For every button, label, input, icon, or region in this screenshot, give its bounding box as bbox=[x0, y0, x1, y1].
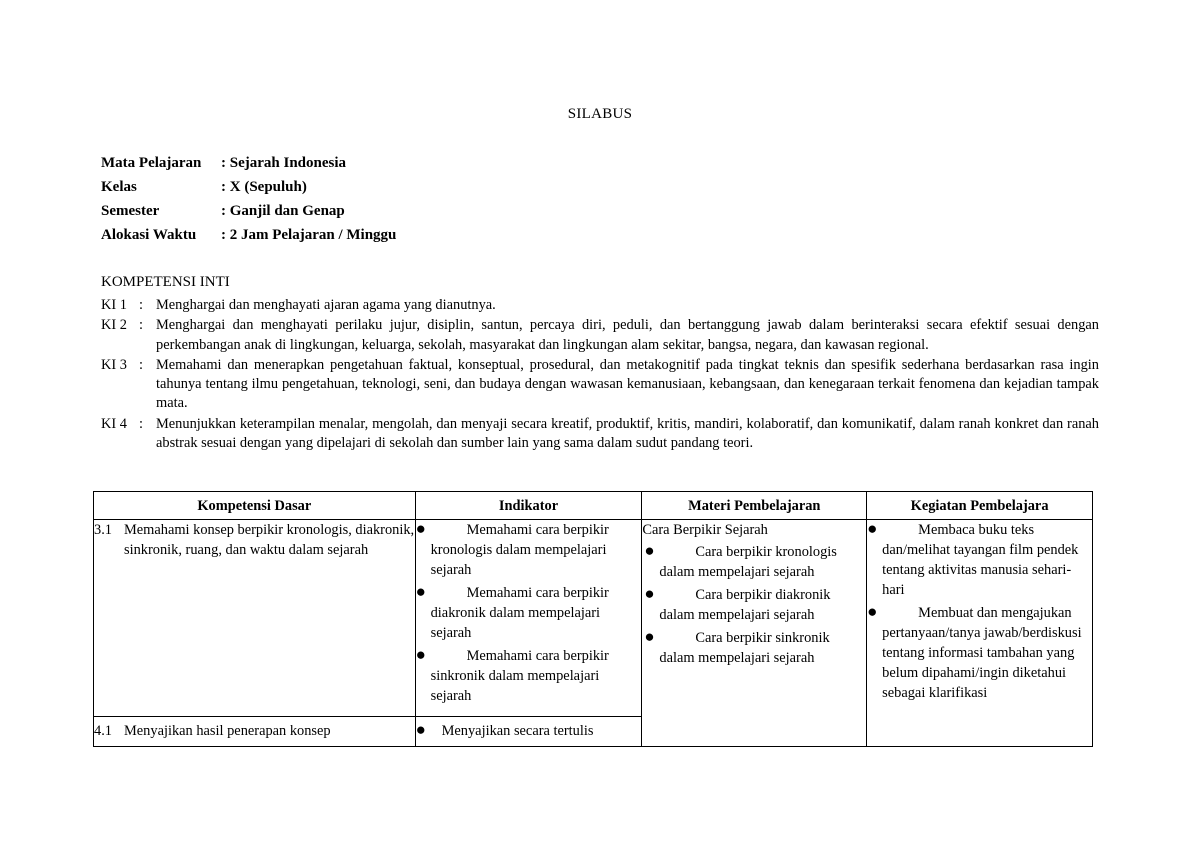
indicator-text: Memahami cara berpikir kronologis dalam mempelajari sejarah bbox=[430, 522, 609, 578]
list-item bbox=[867, 603, 1092, 703]
table-header-row bbox=[94, 492, 1093, 520]
header-basic-competence: Kompetensi Dasar bbox=[94, 492, 416, 520]
meta-value: : Ganjil dan Genap bbox=[221, 203, 345, 219]
ki-item bbox=[101, 356, 1099, 414]
ki-code: KI 3 bbox=[101, 356, 127, 373]
core-competence-heading: KOMPETENSI INTI bbox=[101, 274, 230, 290]
meta-value: : Sejarah Indonesia bbox=[221, 155, 347, 171]
meta-value: : 2 Jam Pelajaran / Minggu bbox=[221, 227, 397, 243]
bullet-icon: ● bbox=[415, 645, 426, 664]
bullet-icon: ● bbox=[644, 541, 655, 560]
meta-row-subject bbox=[101, 153, 396, 177]
ki-code: KI 4 bbox=[101, 415, 127, 432]
list-item bbox=[644, 628, 866, 668]
bullet-icon: ● bbox=[644, 627, 655, 646]
list-item bbox=[644, 542, 866, 582]
bullet-icon: ● bbox=[415, 720, 426, 739]
kd-item bbox=[94, 721, 415, 741]
subject-info bbox=[101, 153, 396, 249]
core-competence-list bbox=[101, 296, 1099, 454]
kd-number: 4.1 bbox=[94, 723, 112, 739]
bullet-icon: ● bbox=[867, 519, 878, 538]
syllabus-table bbox=[93, 491, 1093, 747]
ki-text: Menghargai dan menghayati perilaku jujur, disiplin, santun, percaya diri, peduli, dan bertanggung jawab dalam berinteraksi secara efektif sesuai dengan perkembangan anak di lingkungan, keluarga, sekolah, masyarakat dan lingkungan alam sekitar, bangsa, negara, dan kawasan regional. bbox=[156, 317, 1099, 353]
bullet-icon: ● bbox=[415, 519, 426, 538]
list-item bbox=[644, 585, 866, 625]
list-item bbox=[867, 520, 1092, 600]
ki-separator: : bbox=[139, 317, 143, 334]
indicator-text: Menyajikan secara tertulis bbox=[441, 723, 594, 739]
ki-item bbox=[101, 296, 1099, 315]
bullet-icon: ● bbox=[867, 602, 878, 621]
kd-text: Memahami konsep berpikir kronologis, diakronik, sinkronik, ruang, dan waktu dalam sejarah bbox=[124, 522, 415, 558]
material-text: Cara berpikir sinkronik dalam mempelajari sejarah bbox=[659, 630, 830, 666]
activity-text: Membuat dan mengajukan pertanyaan/tanya jawab/berdiskusi tentang informasi tambahan yang belum dipahami/ingin diketahui sebagai klarifikasi bbox=[882, 605, 1082, 701]
indicator-text: Memahami cara berpikir sinkronik dalam mempelajari sejarah bbox=[430, 648, 609, 704]
ki-separator: : bbox=[139, 415, 143, 432]
learning-material-cell bbox=[642, 520, 867, 747]
ki-item bbox=[101, 415, 1099, 454]
bullet-icon: ● bbox=[415, 582, 426, 601]
basic-competence-cell bbox=[94, 520, 416, 717]
activity-text: Membaca buku teks dan/melihat tayangan film pendek tentang aktivitas manusia sehari-hari bbox=[882, 522, 1079, 598]
material-text: Cara berpikir kronologis dalam mempelajari sejarah bbox=[659, 544, 837, 580]
header-indicator: Indikator bbox=[415, 492, 642, 520]
meta-row-semester bbox=[101, 201, 396, 225]
meta-row-time-allocation bbox=[101, 225, 396, 249]
ki-separator: : bbox=[139, 297, 143, 313]
meta-label: Mata Pelajaran bbox=[101, 155, 202, 171]
meta-label: Alokasi Waktu bbox=[101, 227, 197, 243]
document-title: SILABUS bbox=[567, 106, 633, 122]
table-row bbox=[94, 520, 1093, 717]
meta-label: Semester bbox=[101, 203, 160, 219]
meta-label: Kelas bbox=[101, 179, 137, 195]
ki-item bbox=[101, 316, 1099, 355]
list-item bbox=[416, 646, 642, 706]
kd-item bbox=[94, 520, 415, 560]
list-item bbox=[416, 520, 642, 580]
kd-number: 3.1 bbox=[94, 522, 112, 538]
bullet-icon: ● bbox=[644, 584, 655, 603]
indicator-text: Memahami cara berpikir diakronik dalam mempelajari sejarah bbox=[430, 585, 609, 641]
ki-text: Menghargai dan menghayati ajaran agama yang dianutnya. bbox=[156, 297, 496, 313]
indicator-cell bbox=[415, 520, 642, 717]
meta-row-class bbox=[101, 177, 396, 201]
list-item bbox=[416, 583, 642, 643]
meta-value: : X (Sepuluh) bbox=[221, 179, 307, 195]
basic-competence-cell bbox=[94, 717, 416, 747]
material-text: Cara berpikir diakronik dalam mempelajari sejarah bbox=[659, 587, 831, 623]
kd-text: Menyajikan hasil penerapan konsep bbox=[124, 723, 331, 739]
ki-code: KI 1 bbox=[101, 297, 127, 313]
header-learning-activity: Kegiatan Pembelajara bbox=[867, 492, 1093, 520]
header-learning-material: Materi Pembelajaran bbox=[642, 492, 867, 520]
material-heading: Cara Berpikir Sejarah bbox=[642, 522, 768, 538]
list-item bbox=[416, 721, 642, 741]
ki-text: Memahami dan menerapkan pengetahuan faktual, konseptual, prosedural, dan metakognitif pada tingkat teknis dan spesifik sederhana berdasarkan rasa ingin tahunya tentang ilmu pengetahuan, teknologi, seni, dan budaya dengan wawasan kemanusiaan, kebangsaan, dan kenegaraan terkait fenomena dan kejadian tampak mata. bbox=[156, 356, 1099, 412]
ki-separator: : bbox=[139, 356, 143, 373]
learning-activity-cell bbox=[867, 520, 1093, 747]
ki-code: KI 2 bbox=[101, 317, 127, 334]
indicator-cell bbox=[415, 717, 642, 747]
ki-text: Menunjukkan keterampilan menalar, mengolah, dan menyaji secara kreatif, produktif, kritis, mandiri, kolaboratif, dan komunikatif, dalam ranah konkret dan ranah abstrak sesuai dengan yang dipelajari di sekolah dan sumber lain yang sama dalam sudut pandang teori. bbox=[156, 415, 1099, 452]
